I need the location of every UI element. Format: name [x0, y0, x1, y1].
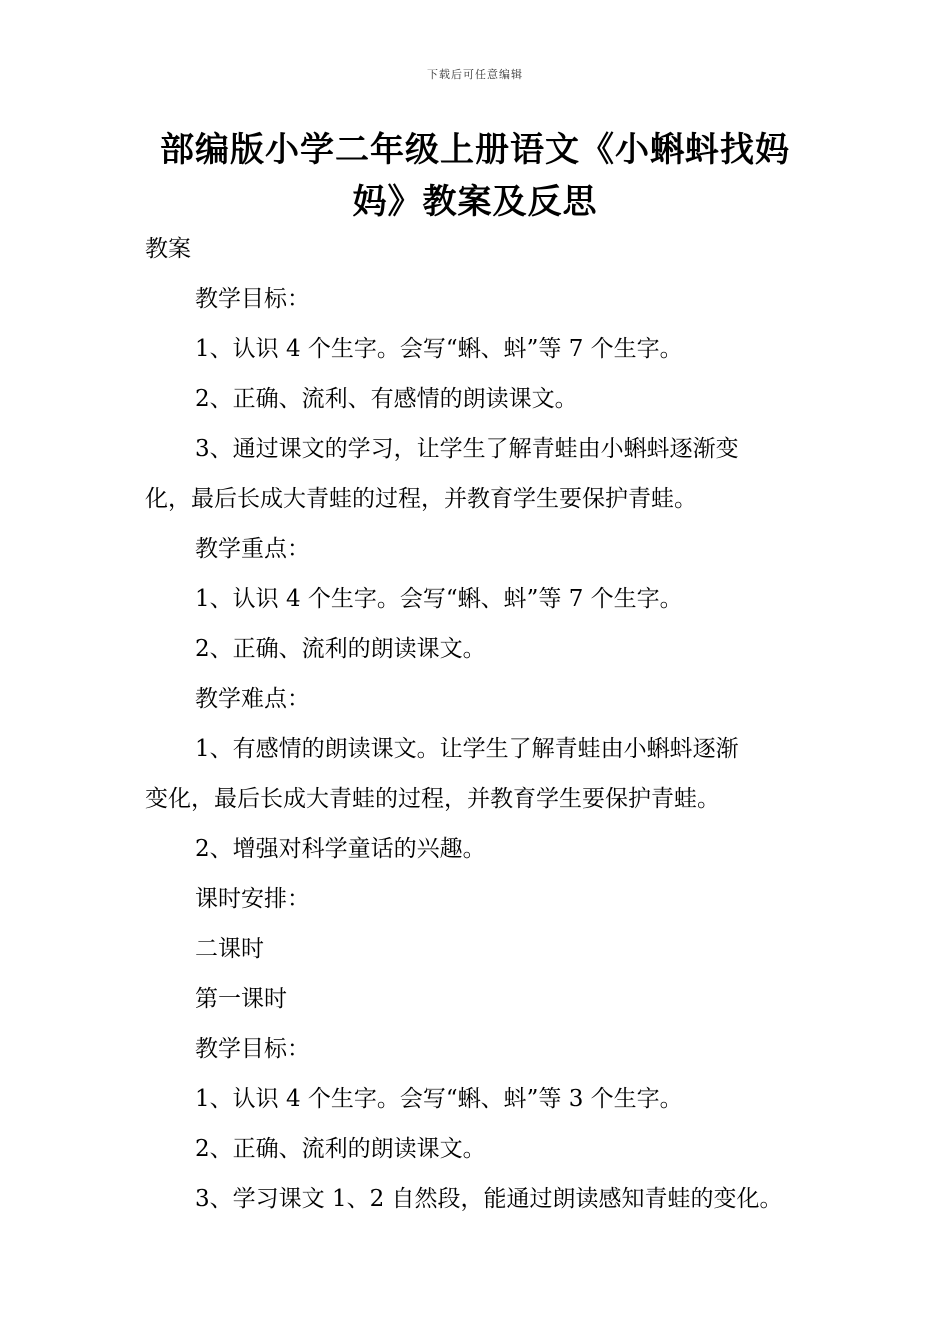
paragraph: 1、认识 4 个生字。会写“蝌、蚪”等 7 个生字。	[195, 336, 683, 362]
document-title-line-2: 妈》教案及反思	[352, 182, 598, 222]
paragraph-heading: 教学目标：	[195, 286, 310, 312]
paragraph-heading: 教学目标：	[195, 1036, 310, 1062]
paragraph-heading: 第一课时	[195, 986, 287, 1012]
paragraph-heading: 教学重点：	[195, 536, 310, 562]
paragraph: 2、增强对科学童话的兴趣。	[195, 836, 486, 862]
paragraph: 二课时	[195, 936, 264, 962]
paragraph: 1、认识 4 个生字。会写“蝌、蚪”等 7 个生字。	[195, 586, 683, 612]
paragraph: 3、通过课文的学习，让学生了解青蛙由小蝌蚪逐渐变	[195, 436, 739, 462]
section-heading-lesson-plan: 教案	[145, 236, 191, 262]
paragraph: 1、认识 4 个生字。会写“蝌、蚪”等 3 个生字。	[195, 1086, 683, 1112]
paragraph-heading: 教学难点：	[195, 686, 310, 712]
paragraph-heading: 课时安排：	[195, 886, 310, 912]
paragraph: 3、学习课文 1、2 自然段，能通过朗读感知青蛙的变化。	[195, 1186, 783, 1212]
paragraph: 2、正确、流利的朗读课文。	[195, 1136, 486, 1162]
document-title-line-1: 部编版小学二年级上册语文《小蝌蚪找妈	[160, 130, 790, 170]
header-note: 下载后可任意编辑	[427, 68, 523, 81]
document-body	[145, 224, 817, 1224]
document-title	[0, 124, 950, 228]
paragraph: 2、正确、流利、有感情的朗读课文。	[195, 386, 578, 412]
paragraph-continuation: 变化，最后长成大青蛙的过程，并教育学生要保护青蛙。	[145, 786, 720, 812]
paragraph-continuation: 化，最后长成大青蛙的过程，并教育学生要保护青蛙。	[145, 486, 697, 512]
paragraph: 2、正确、流利的朗读课文。	[195, 636, 486, 662]
paragraph: 1、有感情的朗读课文。让学生了解青蛙由小蝌蚪逐渐	[195, 736, 739, 762]
